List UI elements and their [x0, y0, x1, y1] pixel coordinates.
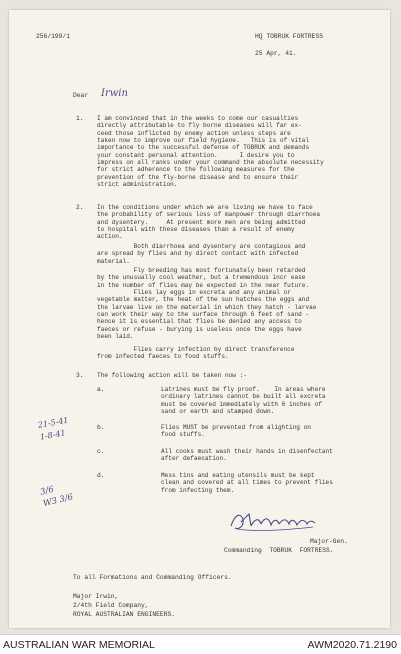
distribution-line: To all Formations and Commanding Officers. [73, 574, 232, 581]
archive-name: AUSTRALIAN WAR MEMORIAL [3, 639, 155, 651]
paragraph-2-part-1: In the conditions under which we are living we have to face the probability of serious loss of manpower through diarrhoea and dysentery. At present more men are being admitted to hospital with these diseases than a result of enemy action. [97, 204, 321, 241]
letter-date: 25 Apr, 41. [255, 50, 297, 57]
paragraph-1: I am convinced that in the weeks to come our casualties directly attributable to fly borne diseases will far ex- ceed those inflicted by enemy action unless steps are taken now to improve our field hygiene. This is of vital importance to the successful defense of TOBRUK and demands your constant personal attention. I desire you to impress on all ranks under your command the absolute necessity for strict adherence to the following measures for the prevention of the fly-borne disease and to ensure their strict administration. [97, 115, 324, 189]
handwritten-date-annotation: 21-5-41 1-8-41 [37, 415, 70, 442]
action-a-text: Latrines must be fly proof. In areas where ordinary latrines cannot be built all excreta must be covered immediately with 6 inches of sand or earth and stamped down. [161, 386, 326, 416]
archive-footer [0, 634, 401, 654]
handwritten-signature [227, 508, 319, 534]
action-c-text: All cooks must wash their hands in disenfectant after defaecation. [161, 448, 333, 463]
paragraph-2-part-2: Both diarrhoea and dysentery are contagious and are spread by flies and by direct contact with infected material. [97, 243, 306, 265]
paragraph-1-number: 1. [76, 115, 84, 122]
addressee-corps: ROYAL AUSTRALIAN ENGINEERS. [73, 611, 176, 618]
paragraph-2-part-3: Fly breeding has most fortunately been retarded by the unusually cool weather, but a tremendous incr ease in the number of flies may be expected in the near future. Flies lay eggs in excreta and any animal or vegetable matter, the heat of the sun hatches the eggs and the larvae live on the material in which they hatch - larvae can work their way to the surface through 6 feet of sand - hence it is essential that flies be denied any access to faeces or refuse - burying is useless once the eggs have been laid. [97, 267, 317, 341]
addressee-unit: 2/4th Field Company, [73, 602, 149, 609]
paragraph-2-part-4: Flies carry infection by direct transference from infected faeces to food stuffs. [97, 346, 295, 361]
action-d-text: Mess tins and eating utensils must be kept clean and covered at all times to prevent flies from infecting them. [161, 472, 333, 494]
salutation-word: Dear [73, 92, 89, 99]
signatory-rank: Major-Gen. [310, 538, 348, 545]
action-b-letter: b. [97, 424, 105, 431]
reference-number: 256/199/1 [36, 33, 71, 40]
archive-accession-number: AWM2020.71.2190 [307, 639, 397, 651]
signatory-title: Commanding TOBRUK FORTRESS. [224, 547, 334, 554]
paragraph-3: The following action will be taken now :- [97, 372, 247, 379]
action-a-letter: a. [97, 386, 105, 393]
paragraph-3-number: 3. [76, 372, 84, 379]
addressee-name: Major Irwin, [73, 593, 119, 600]
headquarters-heading: HQ TOBRUK FORTRESS [255, 33, 324, 40]
action-d-letter: d. [97, 472, 105, 479]
paragraph-2-number: 2. [76, 204, 84, 211]
action-c-letter: c. [97, 448, 105, 455]
letter-page [9, 10, 390, 628]
action-b-text: Flies MUST be prevented from alighting on food stuffs. [161, 424, 311, 439]
salutation-name-handwritten: Irwin [101, 88, 128, 99]
handwritten-initials-annotation: 3/6 W3 3/6 [39, 484, 75, 509]
